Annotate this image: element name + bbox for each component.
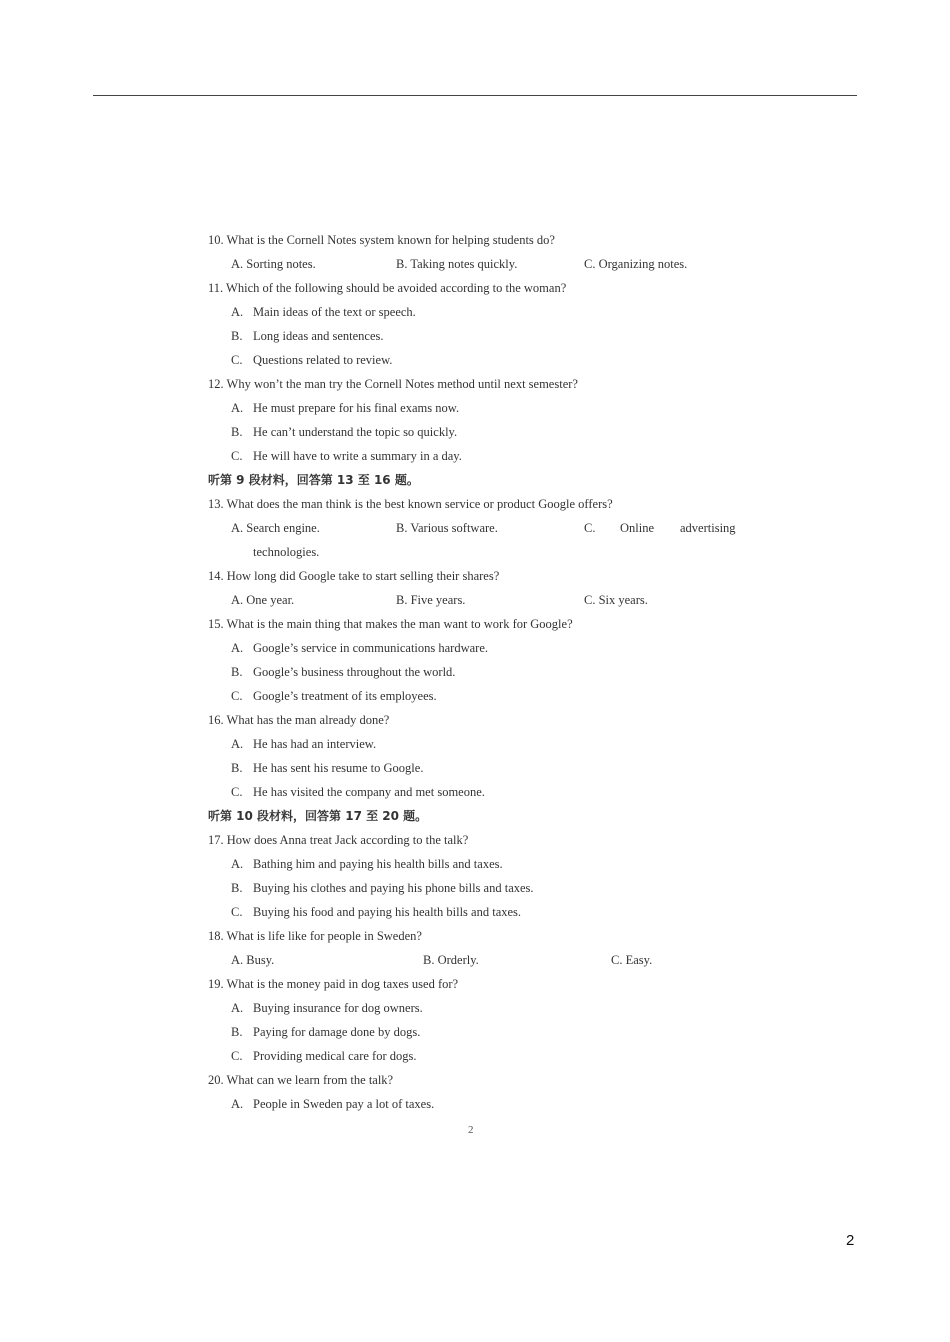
- option-c-continuation: technologies.: [253, 545, 320, 559]
- option-a: A. Search engine.: [231, 521, 320, 535]
- option-c: C. Six years.: [584, 593, 648, 607]
- question-16: 16. What has the man already done?: [208, 713, 390, 727]
- section-heading-10: 听第 10 段材料，回答第 17 至 20 题。: [208, 809, 428, 823]
- option-c: C. Providing medical care for dogs.: [231, 1049, 417, 1063]
- option-c: C. He will have to write a summary in a day.: [231, 449, 462, 463]
- question-13: 13. What does the man think is the best known service or product Google offers?: [208, 497, 613, 511]
- option-c: C. Organizing notes.: [584, 257, 688, 271]
- option-b: B. Various software.: [396, 521, 498, 535]
- option-a: A. Sorting notes.: [231, 257, 316, 271]
- header-rule: [93, 95, 857, 96]
- option-b: B. He can’t understand the topic so quickly.: [231, 425, 458, 439]
- option-b: B. Buying his clothes and paying his phone bills and taxes.: [231, 881, 534, 895]
- question-14-options: [231, 590, 648, 610]
- question-14: 14. How long did Google take to start selling their shares?: [208, 569, 500, 583]
- question-13-options: [231, 518, 736, 538]
- option-a: A. Bathing him and paying his health bills and taxes.: [231, 857, 503, 871]
- option-c: C. Questions related to review.: [231, 353, 393, 367]
- option-a: A. Buying insurance for dog owners.: [231, 1001, 423, 1015]
- option-b: B. He has sent his resume to Google.: [231, 761, 424, 775]
- option-b: B. Paying for damage done by dogs.: [231, 1025, 421, 1039]
- option-a: A. Google’s service in communications hardware.: [231, 641, 488, 655]
- option-c-word-2: advertising: [680, 521, 736, 535]
- question-10: 10. What is the Cornell Notes system known for helping students do?: [208, 233, 555, 247]
- option-c-letter: C.: [584, 521, 596, 535]
- option-b: B. Five years.: [396, 593, 466, 607]
- question-10-options: [231, 254, 688, 274]
- section-heading-9: 听第 9 段材料，回答第 13 至 16 题。: [208, 473, 419, 487]
- option-a: A. He must prepare for his final exams now.: [231, 401, 460, 415]
- question-18-options: [231, 950, 653, 970]
- question-19: 19. What is the money paid in dog taxes used for?: [208, 977, 459, 991]
- option-c: C. Google’s treatment of its employees.: [231, 689, 437, 703]
- question-15: 15. What is the main thing that makes the man want to work for Google?: [208, 617, 573, 631]
- question-11: 11. Which of the following should be avoided according to the woman?: [208, 281, 567, 295]
- option-c: C. Easy.: [611, 953, 653, 967]
- option-a: A. Main ideas of the text or speech.: [231, 305, 416, 319]
- question-18: 18. What is life like for people in Sweden?: [208, 929, 422, 943]
- question-20: 20. What can we learn from the talk?: [208, 1073, 394, 1087]
- option-c: C. Buying his food and paying his health bills and taxes.: [231, 905, 522, 919]
- page-number: 2: [846, 1232, 855, 1249]
- option-b: B. Long ideas and sentences.: [231, 329, 384, 343]
- question-17: 17. How does Anna treat Jack according to the talk?: [208, 833, 469, 847]
- option-b: B. Taking notes quickly.: [396, 257, 518, 271]
- option-b: B. Orderly.: [423, 953, 479, 967]
- inner-page-number: 2: [468, 1124, 474, 1136]
- option-b: B. Google’s business throughout the world.: [231, 665, 456, 679]
- option-a: A. He has had an interview.: [231, 737, 377, 751]
- option-a: A. People in Sweden pay a lot of taxes.: [231, 1097, 435, 1111]
- option-a: A. One year.: [231, 593, 295, 607]
- option-c-word-1: Online: [620, 521, 655, 535]
- option-a: A. Busy.: [231, 953, 275, 967]
- question-12: 12. Why won’t the man try the Cornell Notes method until next semester?: [208, 377, 578, 391]
- option-c: C. He has visited the company and met someone.: [231, 785, 485, 799]
